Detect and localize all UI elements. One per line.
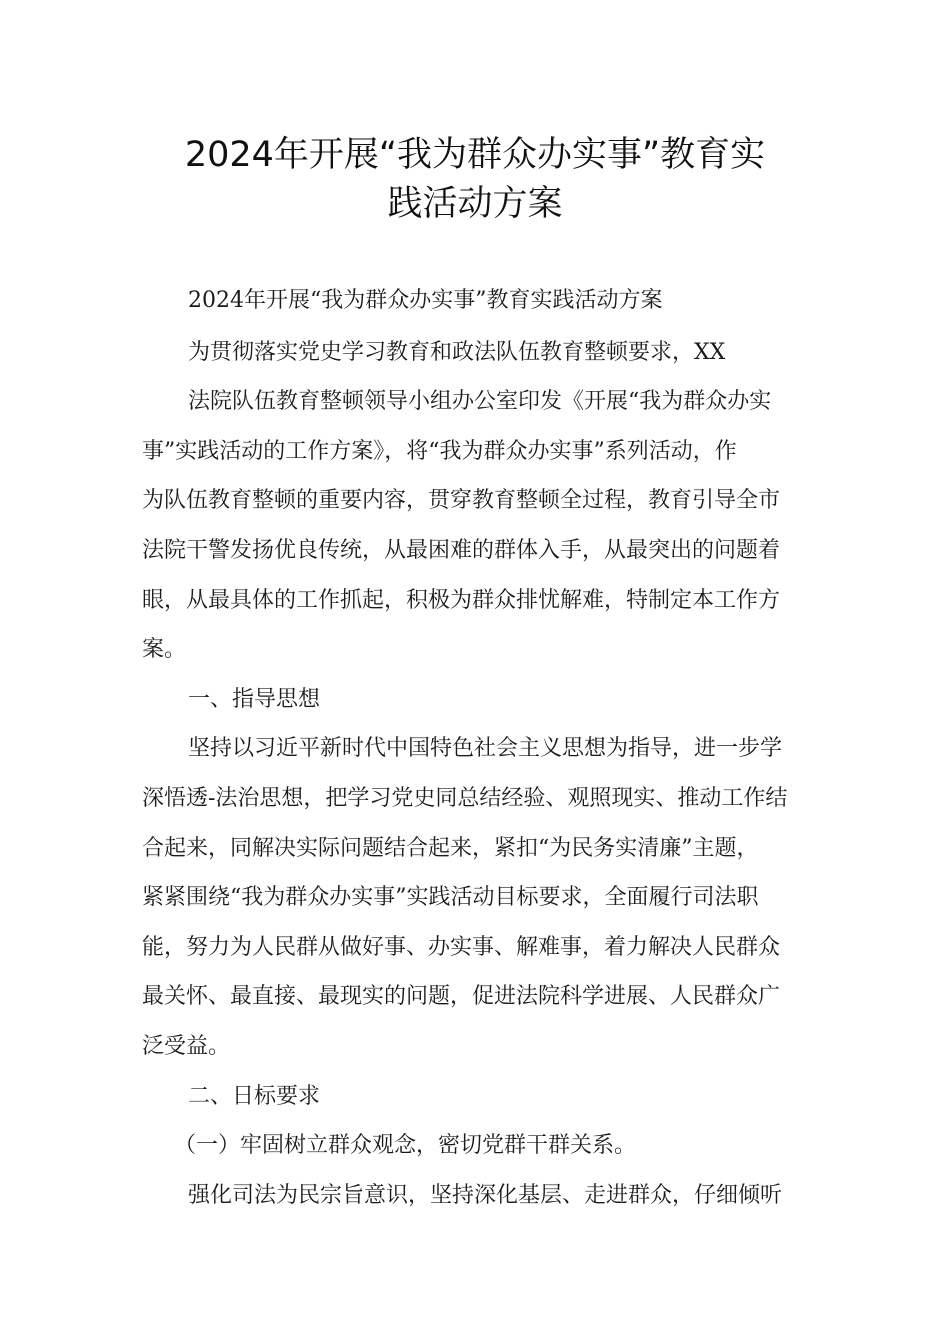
- body-line: 坚持以习近平新时代中国特色社会主义思想为指导，进一步学: [188, 736, 783, 761]
- body-line: 合起来，同解决实际问题结合起来，紧扣“为民务实清廉”主题，: [142, 836, 759, 861]
- body-line: 泛受益。: [142, 1034, 231, 1059]
- body-line: 深悟透-法治思想，把学习党史同总结经验、观照现实、推动工作结: [142, 786, 788, 811]
- body-line: 最关怀、最直接、最现实的问题，促进法院科学进展、人民群众广: [142, 984, 781, 1009]
- section-heading: 一、指导思想: [188, 687, 321, 712]
- body-line: 强化司法为民宗旨意识，坚持深化基层、走进群众，仔细倾听: [188, 1183, 783, 1208]
- body-line: 事”实践活动的工作方案》，将“我为群众办实事”系列活动，作: [142, 439, 737, 464]
- body-line: 紧紧围绕“我为群众办实事”实践活动目标要求，全面履行司法职: [142, 885, 759, 910]
- body-line: 能，努力为人民群从做好事、办实事、解难事，着力解决人民群众: [142, 935, 781, 960]
- body-line: 为贯彻落实党史学习教育和政法队伍教育整顿要求，XX: [188, 340, 726, 365]
- body-line: 眼，从最具体的工作抓起，积极为群众排忧解难，特制定本工作方: [142, 588, 781, 613]
- document-title-line-2: 践活动方案: [387, 184, 563, 224]
- body-line: 案。: [142, 637, 187, 662]
- body-line: 法院干警发扬优良传统，从最困难的群体入手，从最突出的问题着: [142, 538, 781, 563]
- document-title-line-1: 2024年开展“我为群众办实事”教育实: [184, 135, 766, 175]
- subsection-heading: （一）牢固树立群众观念，密切党群干群关系。: [174, 1133, 637, 1158]
- section-heading: 二、日标要求: [188, 1084, 321, 1109]
- subtitle-line: 2024年开展“我为群众办实事”教育实践活动方案: [188, 288, 663, 313]
- body-line: 法院队伍教育整顿领导小组办公室印发《开展“我为群众办实: [188, 389, 772, 414]
- body-line: 为队伍教育整顿的重要内容，贯穿教育整顿全过程，教育引导全市: [142, 488, 781, 513]
